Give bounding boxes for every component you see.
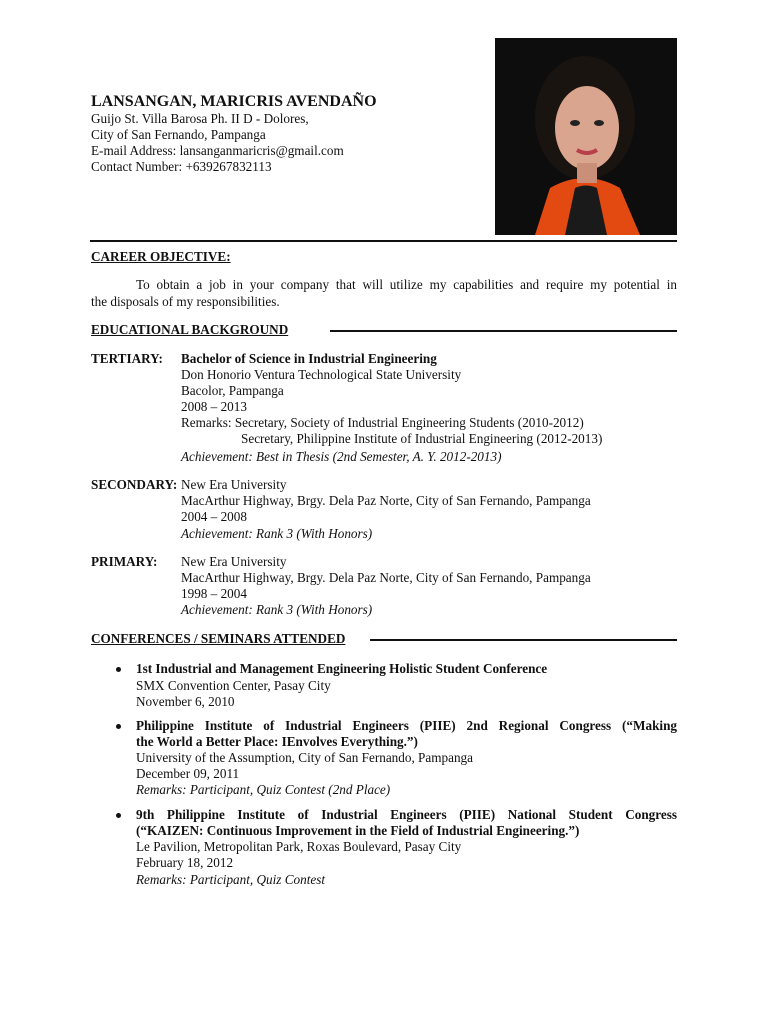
tertiary-remarks-2: Secretary, Philippine Institute of Industrial Engineering (2012-2013) — [241, 431, 603, 446]
tertiary-years: 2008 – 2013 — [181, 399, 247, 414]
education-heading: EDUCATIONAL BACKGROUND — [91, 322, 289, 337]
primary-label: PRIMARY: — [91, 554, 158, 569]
tertiary-degree: Bachelor of Science in Industrial Engineering — [181, 351, 437, 366]
career-objective-line-2: the disposals of my responsibilities. — [91, 294, 280, 309]
address-line-2: City of San Fernando, Pampanga — [91, 127, 266, 142]
tertiary-school: Don Honorio Ventura Technological State University — [181, 367, 462, 382]
secondary-achievement: Achievement: Rank 3 (With Honors) — [181, 526, 373, 541]
secondary-label: SECONDARY: — [91, 477, 178, 492]
conference-2-remarks: Remarks: Participant, Quiz Contest (2nd Place) — [136, 782, 391, 797]
tertiary-achievement: Achievement: Best in Thesis (2nd Semester, A. Y. 2012-2013) — [181, 449, 502, 464]
tertiary-label: TERTIARY: — [91, 351, 163, 366]
secondary-location: MacArthur Highway, Brgy. Dela Paz Norte, City of San Fernando, Pampanga — [181, 493, 591, 508]
conference-3-title-line-1: 9th Philippine Institute of Industrial Engineers (PIIE) National Student Congress — [136, 807, 677, 822]
conference-3-date: February 18, 2012 — [136, 855, 234, 870]
bullet-icon — [116, 724, 121, 729]
conferences-rule — [370, 639, 677, 641]
conference-3-title-line-2: (“KAIZEN: Continuous Improvement in the Field of Industrial Engineering.”) — [136, 823, 580, 838]
bullet-icon — [116, 813, 121, 818]
conference-2-date: December 09, 2011 — [136, 766, 240, 781]
education-rule — [330, 330, 677, 332]
career-objective-line-1: To obtain a job in your company that will utilize my capabilities and require my potential in — [136, 277, 677, 292]
career-objective-heading: CAREER OBJECTIVE: — [91, 249, 231, 264]
applicant-name: LANSANGAN, MARICRIS AVENDAÑO — [91, 93, 377, 110]
tertiary-remarks-1: Remarks: Secretary, Society of Industrial Engineering Students (2010-2012) — [181, 415, 584, 430]
email: E-mail Address: lansanganmaricris@gmail.com — [91, 143, 344, 158]
address-line-1: Guijo St. Villa Barosa Ph. II D - Dolores, — [91, 111, 309, 126]
conference-3-remarks: Remarks: Participant, Quiz Contest — [136, 872, 326, 887]
primary-achievement: Achievement: Rank 3 (With Honors) — [181, 602, 373, 617]
conference-2-venue: University of the Assumption, City of San Fernando, Pampanga — [136, 750, 473, 765]
header-divider — [90, 240, 677, 242]
conference-1-date: November 6, 2010 — [136, 694, 235, 709]
primary-location: MacArthur Highway, Brgy. Dela Paz Norte, City of San Fernando, Pampanga — [181, 570, 591, 585]
conference-2-title-line-2: the World a Better Place: IEnvolves Everything.”) — [136, 734, 418, 749]
conferences-heading: CONFERENCES / SEMINARS ATTENDED — [91, 631, 346, 646]
tertiary-location: Bacolor, Pampanga — [181, 383, 284, 398]
conference-1-title: 1st Industrial and Management Engineering Holistic Student Conference — [136, 661, 548, 676]
primary-school: New Era University — [181, 554, 287, 569]
profile-photo — [495, 38, 677, 235]
conference-2-title-line-1: Philippine Institute of Industrial Engineers (PIIE) 2nd Regional Congress (“Making — [136, 718, 677, 733]
primary-years: 1998 – 2004 — [181, 586, 247, 601]
conference-3-venue: Le Pavilion, Metropolitan Park, Roxas Boulevard, Pasay City — [136, 839, 462, 854]
bullet-icon — [116, 667, 121, 672]
secondary-years: 2004 – 2008 — [181, 509, 247, 524]
contact-number: Contact Number: +639267832113 — [91, 159, 272, 174]
conference-1-venue: SMX Convention Center, Pasay City — [136, 678, 331, 693]
secondary-school: New Era University — [181, 477, 287, 492]
